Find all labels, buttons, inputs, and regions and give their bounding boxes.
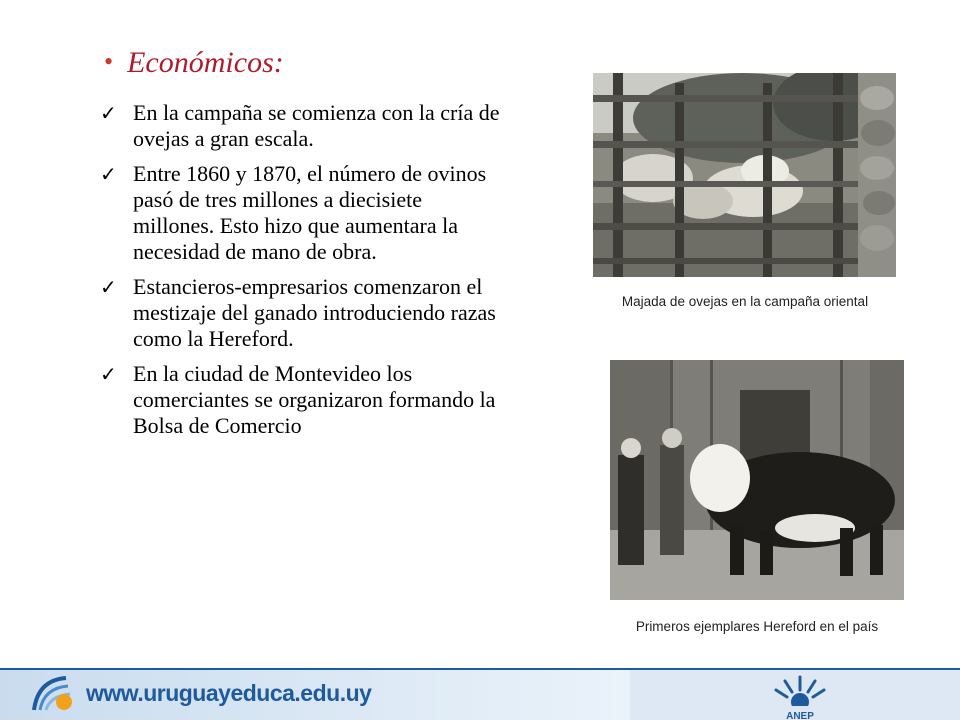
sun-icon: [770, 674, 830, 706]
uruguay-educa-logo: [28, 670, 78, 718]
bullet-text: Estancieros-empresarios comenzaron el mestizaje del ganado introduciendo razas como la Hereford.: [133, 274, 496, 351]
footer: [0, 668, 960, 720]
list-item: [100, 361, 500, 439]
list-item: [100, 274, 500, 352]
photo-caption: Primeros ejemplares Hereford en el país: [635, 619, 879, 634]
hereford-bull-photo: [610, 360, 904, 600]
bullet-list: [100, 100, 500, 448]
photo-caption: Majada de ovejas en la campaña oriental: [621, 294, 869, 309]
bullet-dot: •: [104, 47, 114, 76]
checkmark-icon: ✓: [100, 162, 117, 186]
slide-heading: [104, 46, 284, 80]
list-item: [100, 100, 500, 152]
list-item: [100, 161, 500, 265]
heading-text: Económicos:: [127, 46, 284, 79]
checkmark-icon: ✓: [100, 275, 117, 299]
checkmark-icon: ✓: [100, 101, 117, 125]
bullet-text: En la campaña se comienza con la cría de ovejas a gran escala.: [133, 100, 500, 151]
anep-text: ANEP: [786, 711, 814, 722]
anep-logo: [770, 674, 830, 722]
website-url: www.uruguayeduca.edu.uy: [86, 680, 372, 706]
bullet-text: Entre 1860 y 1870, el número de ovinos pasó de tres millones a diecisiete millones. Esto hizo que aumentara la necesidad de mano de obra.: [133, 161, 487, 264]
sheep-flock-photo: [593, 73, 896, 277]
bullet-text: En la ciudad de Montevideo los comerciantes se organizaron formando la Bolsa de Comercio: [133, 361, 496, 438]
checkmark-icon: ✓: [100, 362, 117, 386]
